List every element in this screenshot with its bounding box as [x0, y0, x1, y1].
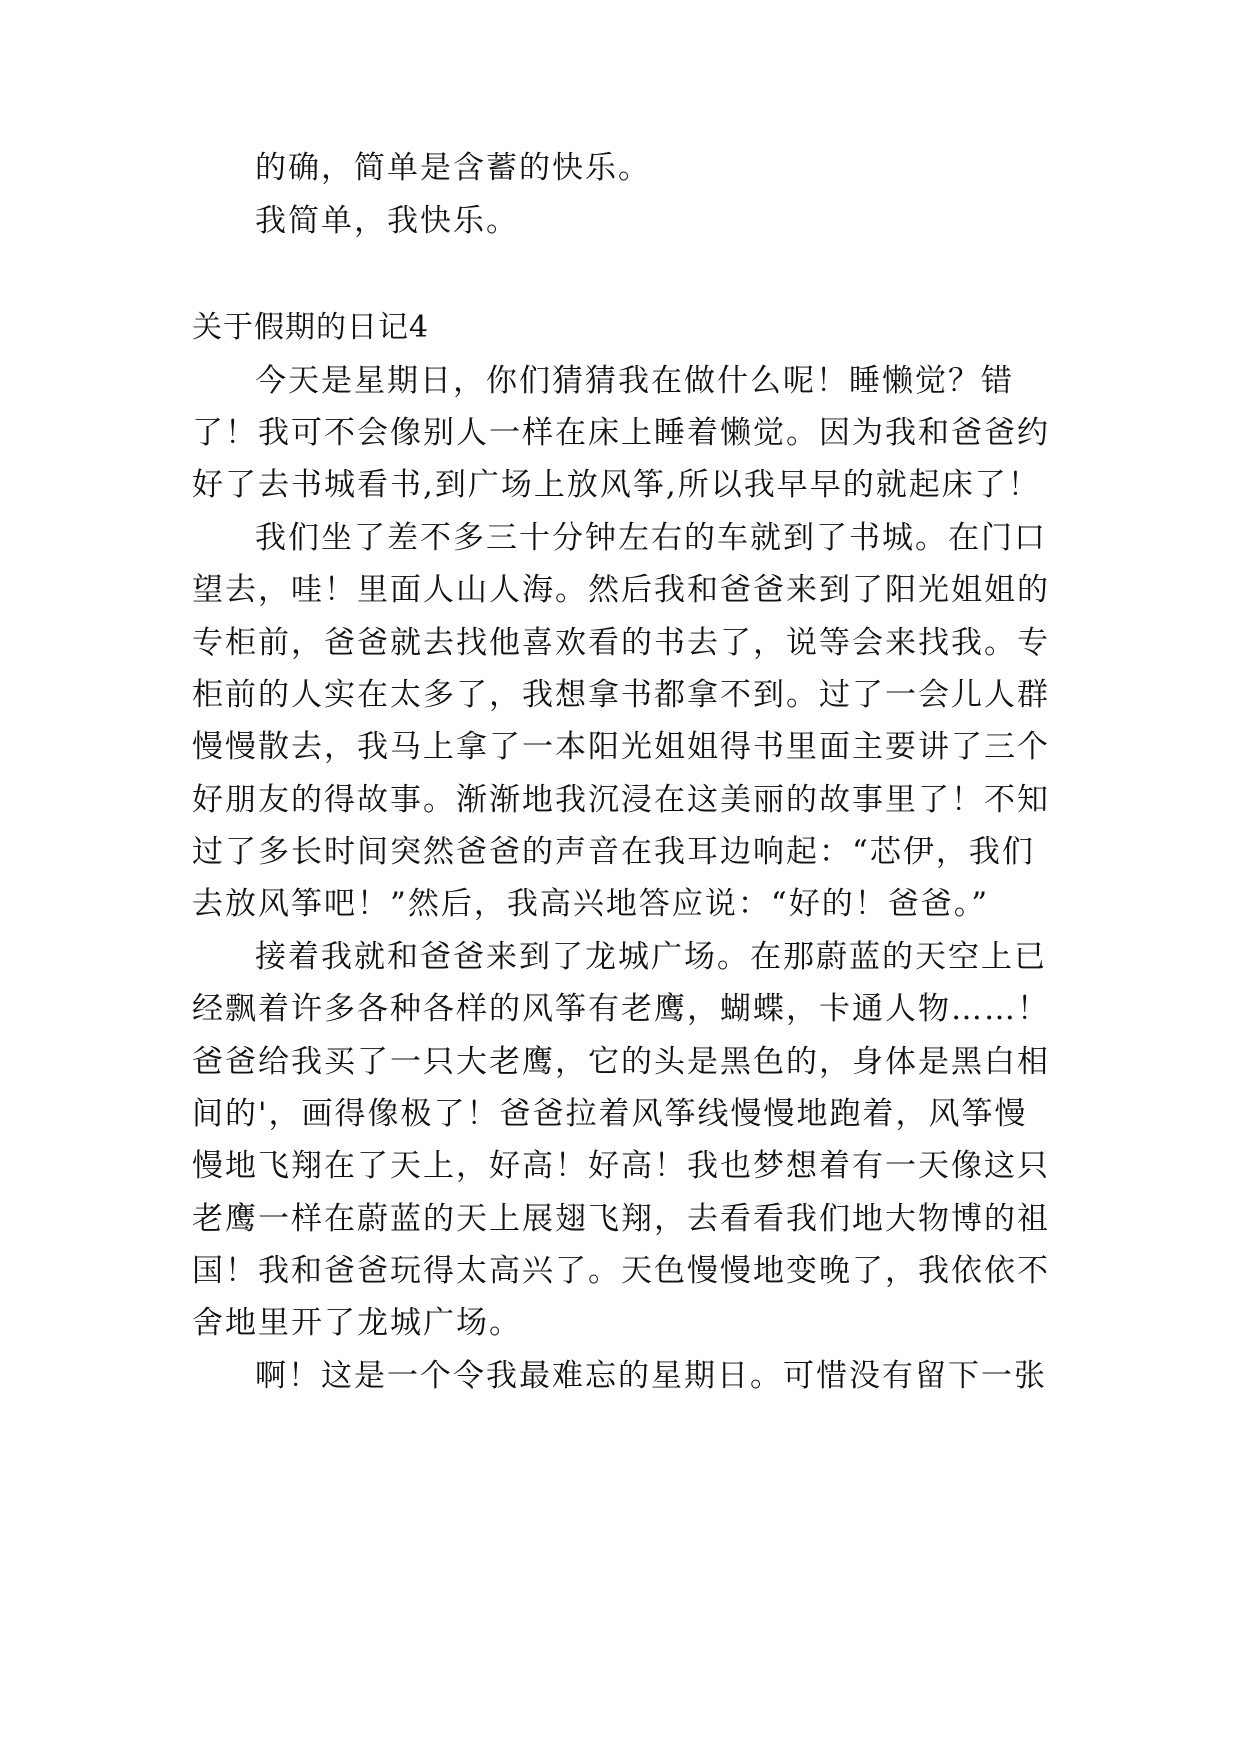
- body-line: 慢地飞翔在了天上，好高！好高！我也梦想着有一天像这只: [192, 1148, 1050, 1184]
- body-line: 去放风筝吧！”然后，我高兴地答应说：“好的！爸爸。”: [192, 886, 990, 922]
- body-line: 过了多长时间突然爸爸的声音在我耳边响起：“芯伊，我们: [192, 834, 1035, 870]
- body-line: 经飘着许多各种各样的风筝有老鹰，蝴蝶，卡通人物……！: [192, 991, 1050, 1027]
- intro-paragraph-2: 我简单，我快乐。: [255, 203, 519, 239]
- body-line: 啊！这是一个令我最难忘的星期日。可惜没有留下一张: [255, 1358, 1047, 1394]
- body-line: 好了去书城看书,到广场上放风筝,所以我早早的就起床了！: [192, 467, 1041, 503]
- body-line: 老鹰一样在蔚蓝的天上展翅飞翔，去看看我们地大物博的祖: [192, 1201, 1050, 1237]
- body-line: 柜前的人实在太多了，我想拿书都拿不到。过了一会儿人群: [192, 677, 1050, 713]
- body-line: 望去，哇！里面人山人海。然后我和爸爸来到了阳光姐姐的: [192, 572, 1050, 608]
- intro-paragraph-1: 的确，简单是含蓄的快乐。: [255, 150, 651, 186]
- body-line: 好朋友的得故事。渐渐地我沉浸在这美丽的故事里了！不知: [192, 782, 1050, 818]
- body-line: 爸爸给我买了一只大老鹰，它的头是黑色的，身体是黑白相: [192, 1044, 1050, 1080]
- body-line: 慢慢散去，我马上拿了一本阳光姐姐得书里面主要讲了三个: [192, 729, 1050, 765]
- body-line: 今天是星期日，你们猜猜我在做什么呢！睡懒觉？错: [255, 363, 1014, 399]
- body-line: 我们坐了差不多三十分钟左右的车就到了书城。在门口: [255, 520, 1047, 556]
- body-line: 舍地里开了龙城广场。: [192, 1305, 522, 1341]
- body-line: 专柜前，爸爸就去找他喜欢看的书去了，说等会来找我。专: [192, 625, 1050, 661]
- body-line: 了！我可不会像别人一样在床上睡着懒觉。因为我和爸爸约: [192, 415, 1050, 451]
- body-line: 国！我和爸爸玩得太高兴了。天色慢慢地变晚了，我依依不: [192, 1253, 1050, 1289]
- diary-heading: 关于假期的日记4: [192, 310, 430, 345]
- body-line: 间的'，画得像极了！爸爸拉着风筝线慢慢地跑着，风筝慢: [192, 1096, 1028, 1132]
- body-line: 接着我就和爸爸来到了龙城广场。在那蔚蓝的天空上已: [255, 939, 1047, 975]
